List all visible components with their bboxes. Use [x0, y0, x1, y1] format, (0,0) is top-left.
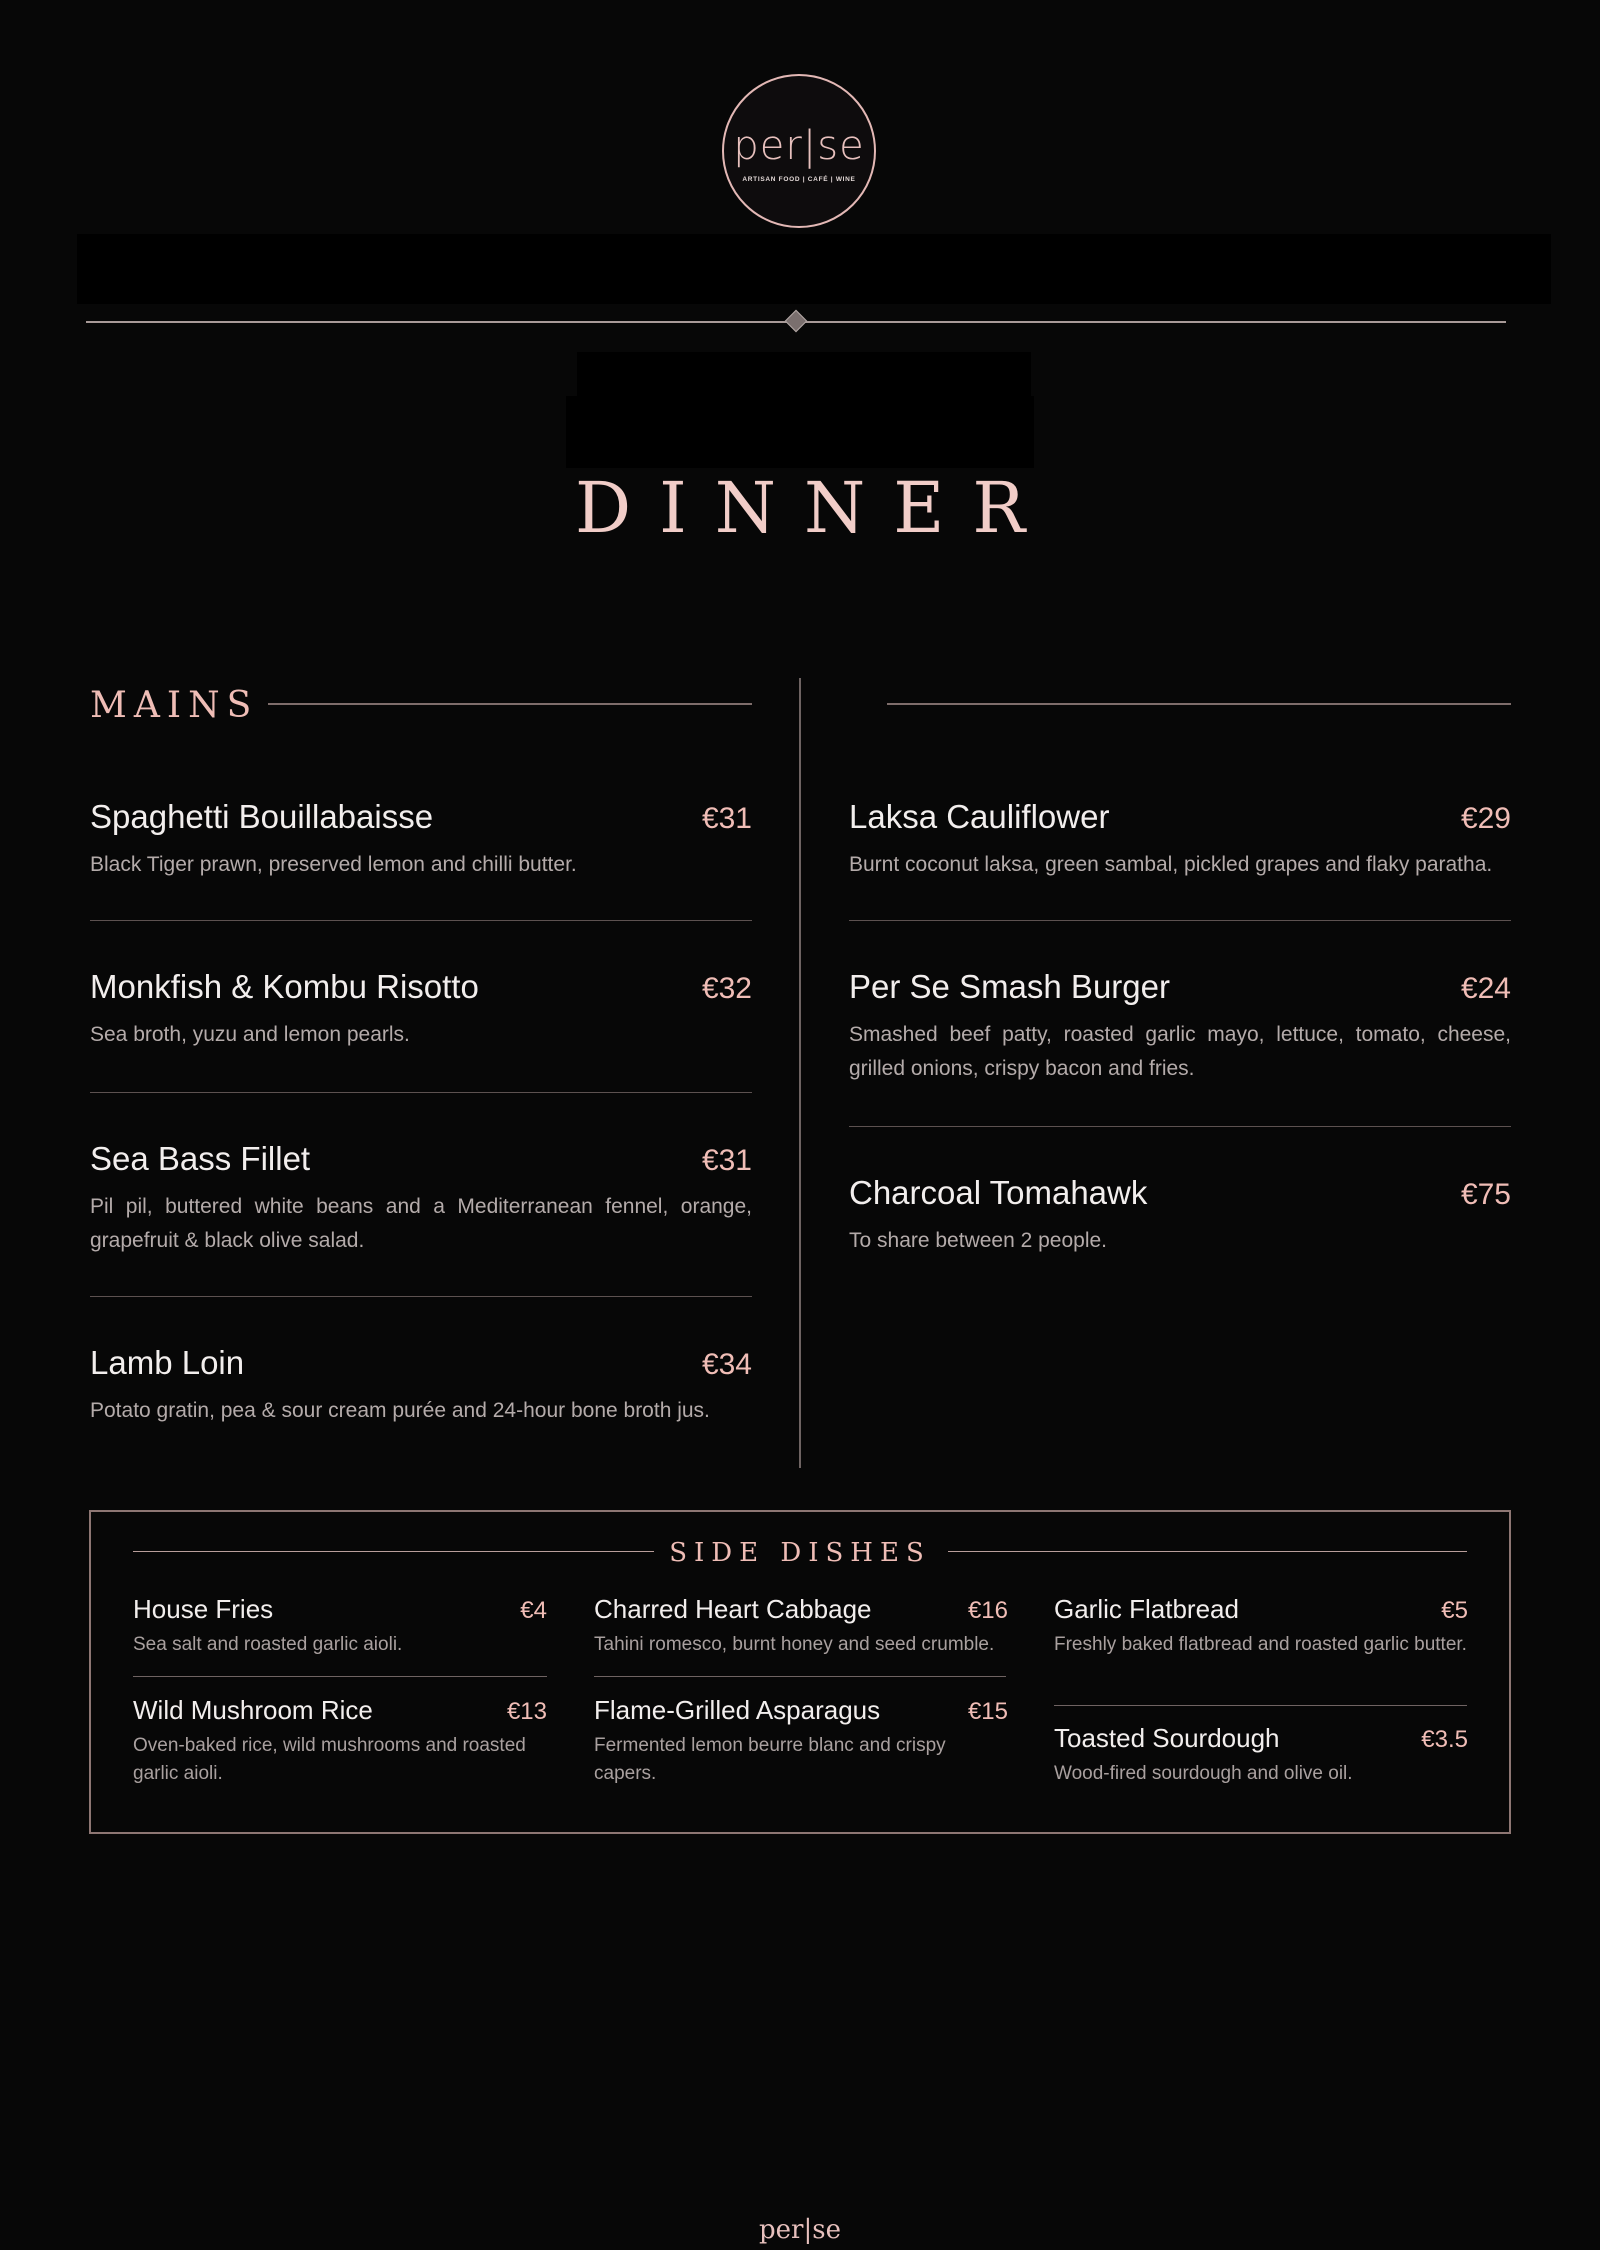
- side-name: Toasted Sourdough: [1054, 1723, 1280, 1753]
- item-price: €32: [701, 972, 752, 1005]
- side-separator: [594, 1676, 1006, 1677]
- side-name: Garlic Flatbread: [1054, 1594, 1239, 1624]
- item-description: Potato gratin, pea & sour cream purée and 24-hour bone broth jus.: [90, 1399, 710, 1422]
- side-description: Oven-baked rice, wild mushrooms and roasted garlic aioli.: [133, 1735, 526, 1784]
- side-item: [594, 1693, 1008, 1788]
- item-price: €31: [701, 802, 752, 835]
- menu-item: [849, 966, 1511, 1086]
- item-description: Smashed beef patty, roasted garlic mayo, lettuce, tomato, cheese, grilled onions, crispy bacon and fries.: [849, 1023, 1511, 1080]
- side-price: €5: [1441, 1597, 1468, 1624]
- item-description: Burnt coconut laksa, green sambal, pickled grapes and flaky paratha.: [849, 853, 1493, 876]
- side-dishes-heading: SIDE DISHES: [669, 1538, 931, 1568]
- footer-logo: per|se: [759, 2215, 841, 2245]
- side-description: Freshly baked flatbread and roasted garlic butter.: [1054, 1634, 1467, 1655]
- item-separator: [90, 1296, 752, 1297]
- side-name: House Fries: [133, 1594, 274, 1624]
- diamond-ornament-icon: [785, 310, 808, 333]
- side-item: [1054, 1721, 1468, 1788]
- item-separator: [90, 1092, 752, 1093]
- side-price: €13: [506, 1698, 547, 1725]
- item-name: Spaghetti Bouillabaisse: [90, 798, 434, 835]
- column-divider: [799, 678, 801, 1468]
- item-separator: [849, 920, 1511, 921]
- item-description: Sea broth, yuzu and lemon pearls.: [90, 1023, 410, 1046]
- item-price: €75: [1460, 1178, 1511, 1211]
- side-description: Wood-fired sourdough and olive oil.: [1054, 1763, 1353, 1784]
- side-description: Tahini romesco, burnt honey and seed crumble.: [594, 1634, 995, 1655]
- item-price: €31: [701, 1144, 752, 1177]
- logo-wordmark: per|se: [733, 122, 865, 169]
- item-name: Lamb Loin: [90, 1344, 245, 1381]
- side-name: Wild Mushroom Rice: [133, 1695, 373, 1725]
- item-description: Black Tiger prawn, preserved lemon and chilli butter.: [90, 853, 577, 876]
- menu-item: [90, 1342, 752, 1428]
- brand-logo: [722, 74, 876, 228]
- menu-item: [90, 1138, 752, 1258]
- item-price: €34: [701, 1348, 752, 1381]
- menu-item: [90, 796, 752, 882]
- menu-item: [90, 966, 752, 1052]
- logo-tagline: ARTISAN FOOD | CAFÉ | WINE: [742, 175, 856, 183]
- item-price: €24: [1460, 972, 1511, 1005]
- item-name: Sea Bass Fillet: [90, 1140, 311, 1177]
- side-price: €16: [967, 1597, 1008, 1624]
- item-name: Monkfish & Kombu Risotto: [90, 968, 479, 1005]
- side-separator: [1054, 1705, 1467, 1706]
- menu-title: DINNER: [574, 467, 1054, 549]
- side-name: Flame-Grilled Asparagus: [594, 1695, 881, 1725]
- redaction-block: [566, 396, 1034, 468]
- side-price: €4: [520, 1597, 547, 1624]
- mains-heading: MAINS: [90, 685, 259, 726]
- side-price: €15: [967, 1698, 1008, 1725]
- item-separator: [90, 920, 752, 921]
- side-description: Fermented lemon beurre blanc and crispy capers.: [594, 1735, 946, 1784]
- side-item: [1054, 1592, 1468, 1659]
- item-description: Pil pil, buttered white beans and a Mediterranean fennel, orange, grapefruit & black olive salad.: [90, 1195, 752, 1252]
- side-separator: [133, 1676, 547, 1677]
- side-item: [133, 1592, 547, 1659]
- side-item: [133, 1693, 547, 1788]
- menu-item: [849, 796, 1511, 882]
- redaction-block: [77, 234, 1551, 304]
- item-name: Per Se Smash Burger: [849, 968, 1170, 1005]
- menu-item: [849, 1172, 1511, 1258]
- item-price: €29: [1460, 802, 1511, 835]
- item-separator: [849, 1126, 1511, 1127]
- mains-rule: [268, 703, 752, 705]
- side-description: Sea salt and roasted garlic aioli.: [133, 1634, 403, 1655]
- item-name: Laksa Cauliflower: [849, 798, 1110, 835]
- mains-rule: [887, 703, 1511, 705]
- side-name: Charred Heart Cabbage: [594, 1594, 872, 1624]
- item-description: To share between 2 people.: [849, 1229, 1108, 1252]
- item-name: Charcoal Tomahawk: [849, 1174, 1148, 1211]
- side-item: [594, 1592, 1008, 1659]
- side-price: €3.5: [1421, 1726, 1468, 1753]
